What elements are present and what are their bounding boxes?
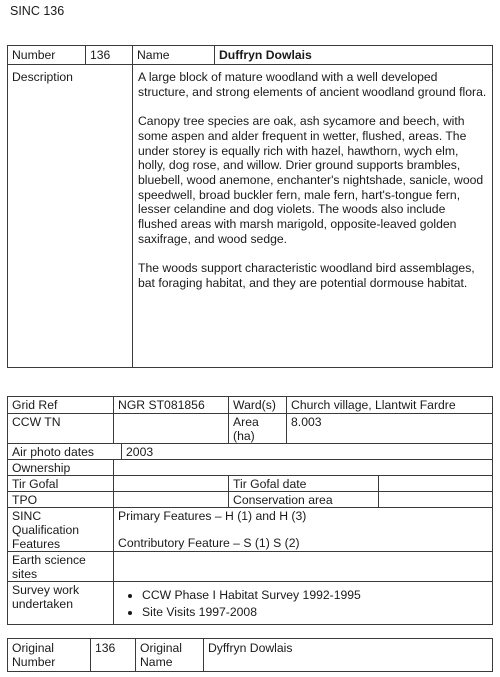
description-paragraph: Canopy tree species are oak, ash sycamore and beech, with some aspen and alder frequent in wetter, flushed, areas. The under storey is equally rich with hazel, hawthorn, wych elm, holly, dog rose, and willow. Drier ground supports brambles, bluebell, wood anemone, enchanter's nightshade, sanicle, wood speedwell, broad buckler fern, male fern, hart's-tongue fern, lesser celandine and dog violets. The woods also include flushed areas with marsh marigold, opposite-leaved golden saxifrage, and wood sedge. xyxy=(138,114,484,246)
tir-gofal-label: Tir Gofal xyxy=(8,476,114,492)
grid-ref-value: NGR ST081856 xyxy=(114,397,229,414)
tpo-row xyxy=(8,492,493,508)
original-record-table xyxy=(7,638,493,672)
ccw-tn-value xyxy=(114,414,229,444)
number-label: Number xyxy=(8,46,86,65)
number-name-row xyxy=(8,46,493,65)
ccw-tn-label: CCW TN xyxy=(8,414,114,444)
earth-science-label: Earth science sites xyxy=(8,552,114,582)
survey-item: • CCW Phase I Habitat Survey 1992-1995 xyxy=(142,587,488,604)
grid-ref-label: Grid Ref xyxy=(8,397,114,414)
description-label: Description xyxy=(8,65,133,368)
tir-gofal-date-label: Tir Gofal date xyxy=(229,476,379,492)
original-row xyxy=(8,639,493,672)
primary-features: Primary Features – H (1) and H (3) xyxy=(118,509,307,523)
conservation-value xyxy=(379,492,493,508)
sinc-label: SINC Qualification Features xyxy=(8,508,114,552)
original-number-label: Original Number xyxy=(8,639,91,672)
site-name: Duffryn Dowlais xyxy=(215,46,493,65)
tir-gofal-value xyxy=(114,476,229,492)
conservation-label: Conservation area xyxy=(229,492,379,508)
earth-science-row xyxy=(8,552,493,582)
air-photo-label: Air photo dates xyxy=(8,444,122,460)
wards-value: Church village, Llantwit Fardre xyxy=(287,397,493,414)
description-text xyxy=(133,65,493,368)
number-value: 136 xyxy=(86,46,133,65)
air-photo-row xyxy=(8,444,493,460)
ccw-area-row xyxy=(8,414,493,444)
air-photo-value: 2003 xyxy=(122,444,493,460)
description-paragraph: The woods support characteristic woodland bird assemblages, bat foraging habitat, and they are potential dormouse habitat. xyxy=(138,261,475,290)
survey-list xyxy=(118,587,488,621)
sinc-features xyxy=(114,508,493,552)
area-value: 8.003 xyxy=(287,414,493,444)
sinc-row xyxy=(8,508,493,552)
original-number-value: 136 xyxy=(91,639,136,672)
original-name-label: Original Name xyxy=(136,639,204,672)
tpo-value xyxy=(114,492,229,508)
description-paragraph: A large block of mature woodland with a well developed structure, and strong elements of ancient woodland ground flora. xyxy=(138,70,487,99)
contributory-features: Contributory Feature – S (1) S (2) xyxy=(118,536,300,550)
survey-row xyxy=(8,582,493,625)
document-title: SINC 136 xyxy=(10,4,65,18)
ownership-label: Ownership xyxy=(8,460,114,476)
tpo-label: TPO xyxy=(8,492,114,508)
grid-ref-row xyxy=(8,397,493,414)
survey-list-cell xyxy=(114,582,493,625)
ownership-value xyxy=(114,460,493,476)
ownership-row xyxy=(8,460,493,476)
original-name-value: Dyffryn Dowlais xyxy=(204,639,493,672)
site-details-table xyxy=(7,396,493,625)
description-row xyxy=(8,65,493,368)
area-label: Area (ha) xyxy=(229,414,287,444)
survey-item: • Site Visits 1997-2008 xyxy=(142,604,488,621)
tir-gofal-row xyxy=(8,476,493,492)
earth-science-value xyxy=(114,552,493,582)
survey-label: Survey work undertaken xyxy=(8,582,114,625)
site-summary-table xyxy=(7,45,493,368)
tir-gofal-date-value xyxy=(379,476,493,492)
name-label: Name xyxy=(133,46,215,65)
wards-label: Ward(s) xyxy=(229,397,287,414)
